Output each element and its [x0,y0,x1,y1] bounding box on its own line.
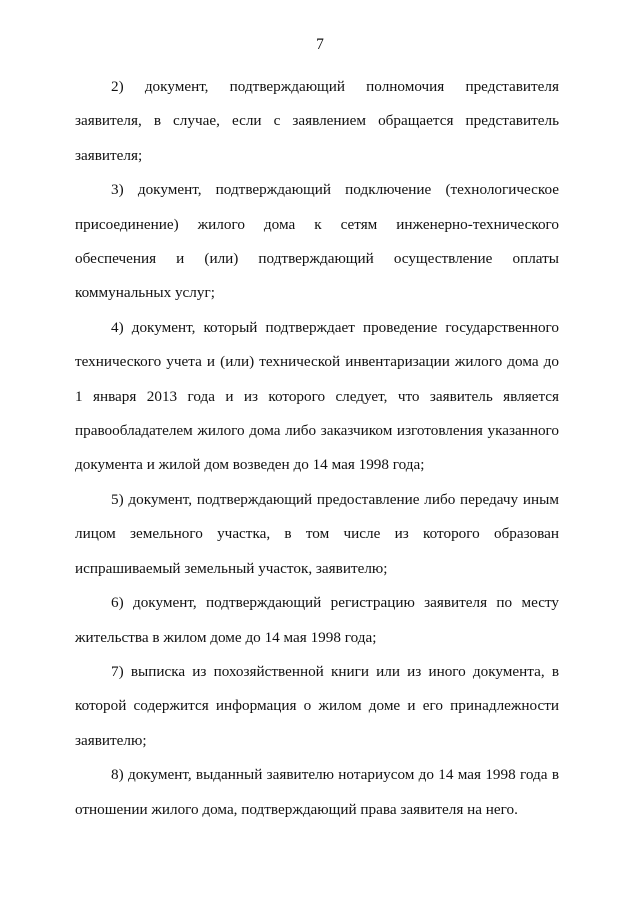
list-item-6: 6) документ, подтверждающий регистрацию заявителя по месту жительства в жилом доме до 14 мая 1998 года; [75,594,559,646]
list-item-3: 3) документ, подтверждающий подключение (технологическое присоединение) жилого дома к сетям инженерно-технического обеспечения и (или) подтверждающий осуществление оплаты коммунальных услуг; [75,181,559,302]
list-item-2: 2) документ, подтверждающий полномочия представителя заявителя, в случае, если с заявлением обращается представитель заявителя; [75,78,559,164]
document-body [75,70,559,827]
page-number: 7 [316,36,324,53]
list-item-7: 7) выписка из похозяйственной книги или из иного документа, в которой содержится информация о жилом доме и его принадлежности заявителю; [75,662,559,749]
list-item-4: 4) документ, который подтверждает проведение государственного технического учета и (или) технической инвентаризации жилого дома до 1 января 2013 года и из которого следует, что заявитель является правообладателем жилого дома либо заказчиком изготовления указанного документа и жилой дом возведен до 14 мая 1998 года; [75,318,559,474]
list-item-8: 8) документ, выданный заявителю нотариусом до 14 мая 1998 года в отношении жилого дома, подтверждающий права заявителя на него. [75,766,559,818]
list-item-5: 5) документ, подтверждающий предоставление либо передачу иным лицом земельного участка, в том числе из которого образован испрашиваемый земельный участок, заявителю; [75,490,559,577]
